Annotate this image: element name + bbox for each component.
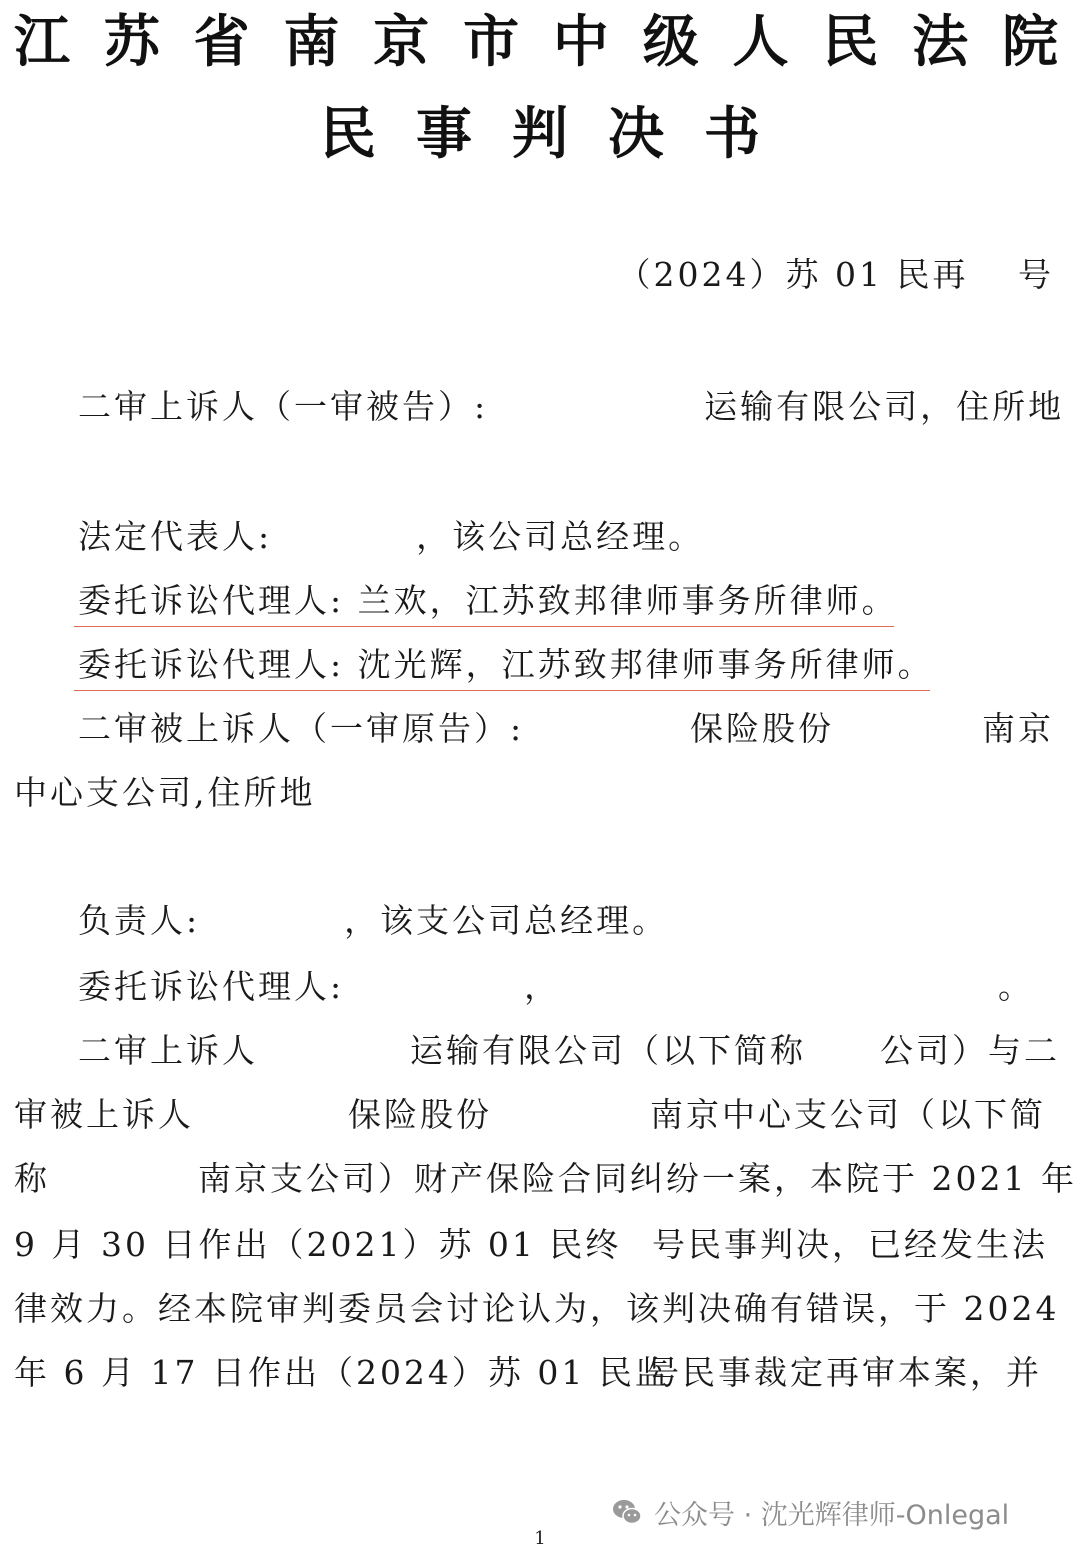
agent-line-2: 委托诉讼代理人: 沈光辉，江苏致邦律师事务所律师。	[78, 645, 934, 684]
body-text: 运输有限公司（以下简称	[410, 1031, 806, 1070]
body-text: 公司）与二	[880, 1031, 1060, 1070]
title-char: 决	[608, 102, 664, 167]
body-text: 号民事判决，已经发生法	[652, 1225, 1048, 1264]
body-text: 审被上诉人	[14, 1095, 194, 1134]
court-char: 人	[732, 10, 789, 75]
body-text: 称	[14, 1159, 50, 1198]
court-char: 民	[822, 10, 879, 75]
agent-line-3-end: 。	[998, 967, 1034, 1006]
responsible-person-line: 负责人: ，该支公司总经理。	[78, 901, 669, 940]
court-char: 级	[642, 10, 699, 75]
title-char: 民	[320, 102, 376, 167]
body-text: 9 月 30 日作出（2021）苏 01 民终	[14, 1225, 622, 1264]
body-text: 律效力。经本院审判委员会讨论认为，该判决确有错误，于 2024	[14, 1289, 1060, 1328]
appellee-line-part-2: 保险股份	[690, 709, 834, 748]
court-char: 苏	[103, 10, 160, 75]
title-char: 事	[416, 102, 472, 167]
court-char: 院	[1001, 10, 1058, 75]
court-name	[0, 8, 1080, 78]
title-char: 判	[512, 102, 568, 167]
court-char: 市	[463, 10, 520, 75]
appellant-line: 二审上诉人（一审被告）: 运输有限公司，住所地	[78, 387, 1065, 426]
body-text: 号民事裁定再审本案，并	[646, 1353, 1042, 1392]
agent-2-underline	[74, 690, 930, 691]
body-text: 二审上诉人	[78, 1031, 258, 1070]
body-text: 年 6 月 17 日作出（2024）苏 01 民监	[14, 1353, 671, 1392]
appellee-line-part-3: 南京	[982, 709, 1054, 748]
appellee-line-continuation: 中心支公司,住所地	[14, 773, 316, 812]
appellee-line-part-1: 二审被上诉人（一审原告）:	[78, 709, 525, 748]
body-text: 南京中心支公司（以下简	[650, 1095, 1046, 1134]
agent-line-3: 委托诉讼代理人: ，	[78, 967, 561, 1006]
document-title	[320, 100, 760, 170]
court-char: 中	[552, 10, 609, 75]
legal-representative-line: 法定代表人: ，该公司总经理。	[78, 517, 705, 556]
title-char: 书	[704, 102, 760, 167]
watermark-text: 公众号 · 沈光辉律师-Onlegal	[654, 1499, 1010, 1531]
wechat-icon	[610, 1495, 644, 1529]
page-number: 1	[534, 1528, 546, 1549]
court-char: 南	[283, 10, 340, 75]
body-text: 保险股份	[348, 1095, 492, 1134]
agent-1-underline	[74, 626, 894, 627]
court-char: 江	[14, 10, 70, 75]
case-number: （2024）苏 01 民再 号	[617, 255, 1054, 294]
court-char: 法	[912, 10, 969, 75]
court-char: 京	[373, 10, 430, 75]
court-char: 省	[193, 10, 250, 75]
agent-line-1: 委托诉讼代理人: 兰欢，江苏致邦律师事务所律师。	[78, 581, 898, 620]
body-text: 南京支公司）财产保险合同纠纷一案，本院于 2021 年	[198, 1159, 1077, 1198]
